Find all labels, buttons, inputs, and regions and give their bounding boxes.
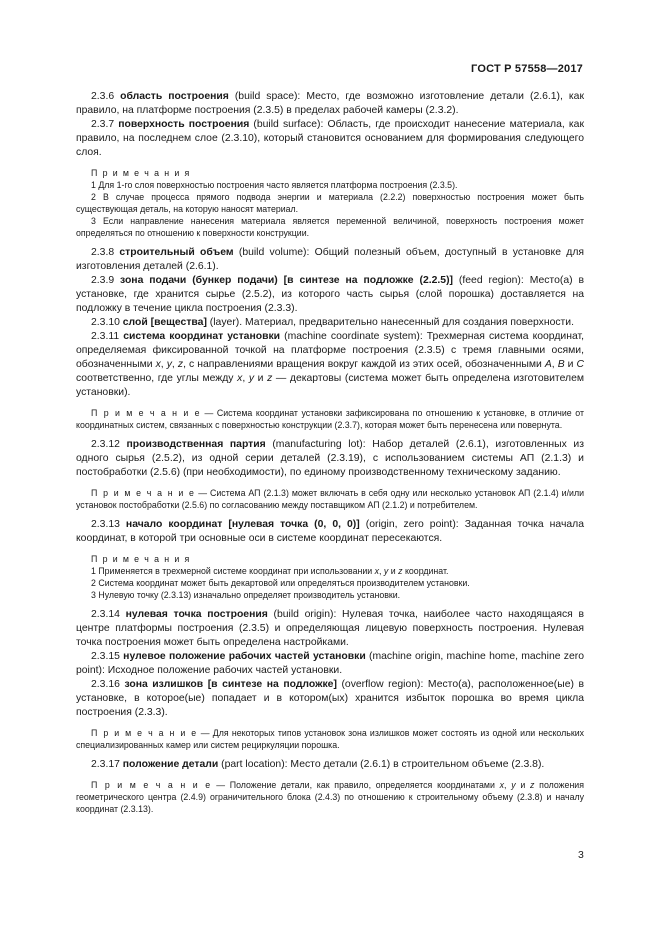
notes-title: П р и м е ч а н и я (91, 554, 191, 564)
definition-2-3-12: 2.3.12 производственная партия (manufacturing lot): Набор деталей (2.6.1), изготовленных из одного сырья (2.5.2), из одной серии деталей (2.3.19), с использованием системы АП (2.1.3) и постобработки (2.5.6) (при необходимости), по единому производственному техническому заданию. (76, 439, 584, 478)
page-number: 3 (578, 849, 584, 861)
term: нулевая точка построения (125, 609, 268, 620)
note-item: 2 Система координат может быть декартовой или определяться производителем установки. (91, 578, 470, 588)
notes-2-3-7 (76, 167, 584, 239)
definition-2-3-8: 2.3.8 строительный объем (build volume): Общий полезный объем, доступный в установке для изготовления деталей (2.6.1). (76, 247, 585, 272)
term: производственная партия (126, 439, 266, 450)
note-2-3-16: П р и м е ч а н и е — Для некоторых типов установок зона излишков может состоять из одной или нескольких специализированных камер или систем рециркуляции порошка. (76, 728, 585, 750)
notes-title: П р и м е ч а н и я (91, 168, 191, 178)
note-2-3-17: П р и м е ч а н и е — Положение детали, как правило, определяется координатами x, y и z положения геометрического центра (2.4.9) ограничительного блока (2.4.3) по отношению к строительному объему (2.3.8) и началу координат (2.3.13). (76, 780, 584, 814)
definition-2-3-14: 2.3.14 нулевая точка построения (build origin): Нулевая точка, наиболее часто находящаяся в центре платформы построения (2.3.5) и определяющая лицевую поверхность построения. Нулевая точка построения может быть определена настройками. (76, 609, 584, 648)
term: область построения (120, 91, 229, 102)
note-item: 2 В случае процесса прямого подвода энергии и материала (2.2.2) поверхностью построения может быть существующая деталь, на которую наносят материал. (76, 192, 584, 214)
note-item: 3 Нулевую точку (2.3.13) изначально определяет производитель установки. (91, 590, 401, 600)
definition-2-3-17: 2.3.17 положение детали (part location): Место детали (2.6.1) в строительном объеме (2.3.8). (91, 759, 545, 770)
definition-2-3-9: 2.3.9 зона подачи (бункер подачи) [в синтезе на подложке (2.2.5)] (feed region): Место(а) в установке, где хранится сырье (2.5.2), из которого часть сырья (слой порошка) доставляется на подложку в течение цикла построения (2.3.3). (76, 275, 585, 314)
standard-header: ГОСТ Р 57558—2017 (471, 63, 583, 75)
note-2-3-11: П р и м е ч а н и е — Система координат установки зафиксирована по отношению к установке, в отличие от координатных систем, связанных с поверхностью конструкции (2.3.7), которая может быть перенесена или повернута. (76, 408, 584, 430)
definition-2-3-10: 2.3.10 слой [вещества] (layer). Материал, предварительно нанесенный для создания поверхности. (91, 317, 574, 328)
notes-2-3-13 (76, 553, 584, 601)
note-2-3-12: П р и м е ч а н и е — Система АП (2.1.3) может включать в себя одну или несколько установок АП (2.1.4) и/или установок постобработки (2.5.6) по согласованию между поставщиком АП (2.1.2) и потребителем. (76, 488, 584, 510)
definition-2-3-13: 2.3.13 начало координат [нулевая точка (0, 0, 0)] (origin, zero point): Заданная точка начала координат, в которой три основные оси в системе координат пересекаются. (76, 519, 585, 544)
term: начало координат [нулевая точка (0, 0, 0)] (125, 519, 360, 530)
definition-2-3-6: 2.3.6 область построения (build space): Место, где возможно изготовление детали (2.6.1), как правило, на платформе построения (2.3.5) в пределах рабочей камеры (2.3.2). (76, 91, 584, 116)
definition-2-3-7: 2.3.7 поверхность построения (build surface): Область, где происходит нанесение материала, как правило, на последнем слое (2.3.10), который становится основанием для формирования следующего слоя. (76, 119, 584, 158)
term: зона подачи (бункер подачи) [в синтезе на подложке (2.2.5)] (120, 275, 453, 286)
note-item: 1 Для 1-го слоя поверхностью построения часто является платформа построения (2.3.5). (91, 180, 458, 190)
term: нулевое положение рабочих частей установки (123, 651, 366, 662)
term: положение детали (122, 759, 219, 770)
term: поверхность построения (118, 119, 250, 130)
term: система координат установки (123, 331, 281, 342)
note-item: 1 Применяется в трехмерной системе координат при использовании x, y и z координат. (91, 566, 449, 576)
definition-2-3-16: 2.3.16 зона излишков [в синтезе на подложке] (overflow region): Место(а), расположенное(ые) в установке, в которое(ые) попадает и в котором(ых) хранится избыток порошка во время цикла построения (2.3.3). (76, 679, 585, 718)
definition-2-3-15: 2.3.15 нулевое положение рабочих частей установки (machine origin, machine home, machine zero point): Исходное положение рабочих частей установки. (76, 651, 585, 676)
note-item: 3 Если направление нанесения материала является переменной величиной, поверхность построения может определяться по отношению к поверхности конструкции. (76, 216, 584, 238)
term: зона излишков [в синтезе на подложке] (124, 679, 337, 690)
term: строительный объем (119, 247, 234, 258)
definition-2-3-11: 2.3.11 система координат установки (machine coordinate system): Трехмерная система координат, определяемая фиксированной точкой на платформе построения (2.3.5) с тремя главными осями, обозначенными x, y, z, с направлениями вращения вокруг каждой из этих осей, обозначенными A, B и C соответственно, где углы между x, y и z — декартовы (система может быть определена изготовителем установки). (76, 331, 585, 398)
term: слой [вещества] (122, 317, 207, 328)
page-content (76, 90, 584, 815)
